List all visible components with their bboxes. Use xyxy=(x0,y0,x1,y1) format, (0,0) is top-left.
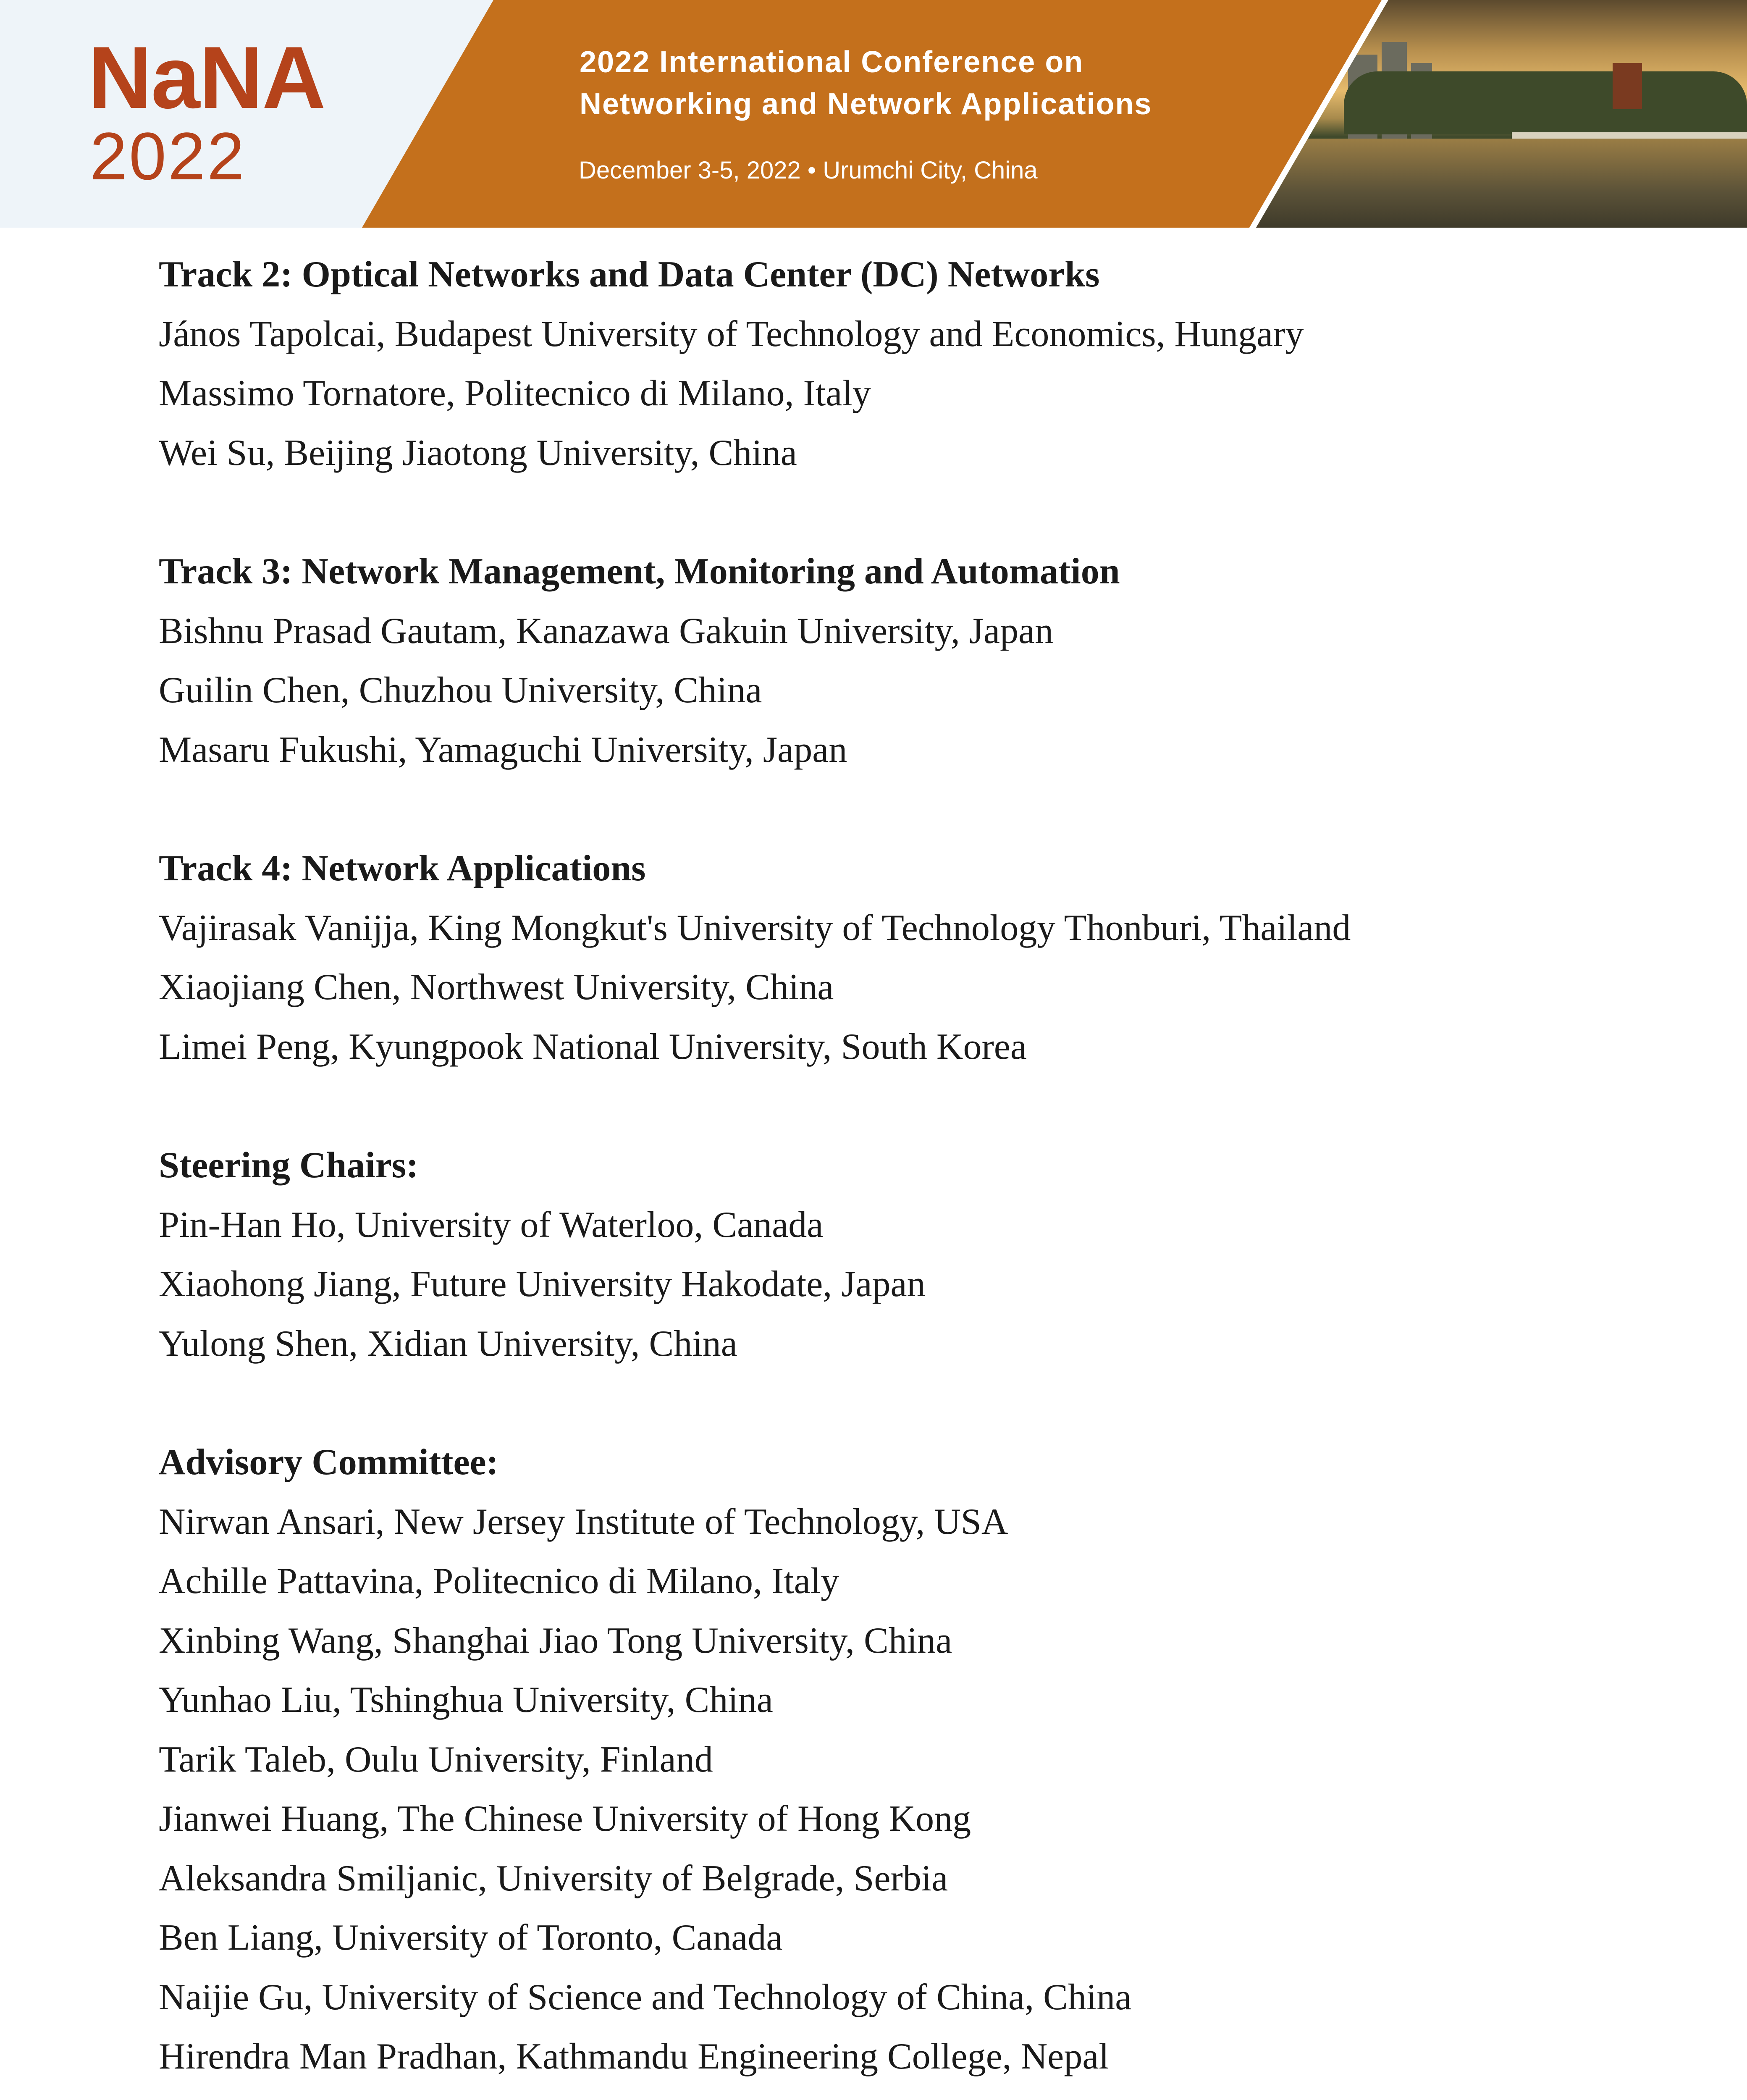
member-line: Achille Pattavina, Politecnico di Milano, Italy xyxy=(159,1561,839,1601)
member-line: Xiaojiang Chen, Northwest University, China xyxy=(159,967,834,1008)
member-line: Jianwei Huang, The Chinese University of Hong Kong xyxy=(159,1798,971,1839)
member-line: Bishnu Prasad Gautam, Kanazawa Gakuin University, Japan xyxy=(159,610,1054,651)
member-line: Guilin Chen, Chuzhou University, China xyxy=(159,670,762,711)
member-line: Tarik Taleb, Oulu University, Finland xyxy=(159,1739,713,1780)
photo-water xyxy=(1260,139,1747,228)
section-track-4 xyxy=(159,839,1629,1076)
section-advisory-committee xyxy=(159,1433,1629,2087)
conference-title-line1: 2022 International Conference on xyxy=(580,45,1084,79)
member-line: Yulong Shen, Xidian University, China xyxy=(159,1323,737,1364)
section-steering-chairs xyxy=(159,1136,1629,1373)
member-line: Nirwan Ansari, New Jersey Institute of Technology, USA xyxy=(159,1501,1008,1542)
logo-year: 2022 xyxy=(90,118,246,194)
photo-pagoda xyxy=(1613,63,1642,109)
section-track-3 xyxy=(159,542,1629,780)
member-line: Hirendra Man Pradhan, Kathmandu Engineering College, Nepal xyxy=(159,2036,1109,2077)
section-title: Steering Chairs: xyxy=(159,1145,419,1186)
member-line: Yunhao Liu, Tshinghua University, China xyxy=(159,1680,773,1720)
member-line: Ben Liang, University of Toronto, Canada xyxy=(159,1917,783,1958)
member-line: Wei Su, Beijing Jiaotong University, China xyxy=(159,432,797,473)
member-line: Xinbing Wang, Shanghai Jiao Tong University, China xyxy=(159,1620,952,1661)
conference-title-line2: Networking and Network Applications xyxy=(580,87,1152,121)
member-line: Limei Peng, Kyungpook National University, South Korea xyxy=(159,1026,1027,1067)
member-line: Aleksandra Smiljanic, University of Belgrade, Serbia xyxy=(159,1858,948,1899)
section-title: Track 3: Network Management, Monitoring and Automation xyxy=(159,551,1120,592)
page-header xyxy=(0,0,1747,228)
member-line: Masaru Fukushi, Yamaguchi University, Japan xyxy=(159,729,847,770)
committee-content xyxy=(159,245,1629,2100)
conference-date-location: December 3-5, 2022 • Urumchi City, China xyxy=(579,157,1038,184)
section-track-2 xyxy=(159,245,1629,483)
member-line: Naijie Gu, University of Science and Technology of China, China xyxy=(159,1977,1132,2018)
member-line: Vajirasak Vanijja, King Mongkut's University of Technology Thonburi, Thailand xyxy=(159,907,1351,948)
section-title: Advisory Committee: xyxy=(159,1442,498,1483)
member-line: Xiaohong Jiang, Future University Hakodate, Japan xyxy=(159,1264,926,1305)
member-line: János Tapolcai, Budapest University of Technology and Economics, Hungary xyxy=(159,313,1304,354)
photo-trees xyxy=(1344,71,1747,134)
member-line: Pin-Han Ho, University of Waterloo, Canada xyxy=(159,1204,824,1245)
conference-title xyxy=(580,41,1152,125)
section-title: Track 2: Optical Networks and Data Center (DC) Networks xyxy=(159,254,1100,295)
section-title: Track 4: Network Applications xyxy=(159,848,646,889)
member-line: Massimo Tornatore, Politecnico di Milano, Italy xyxy=(159,373,871,414)
logo-name: NaNA xyxy=(88,28,325,127)
